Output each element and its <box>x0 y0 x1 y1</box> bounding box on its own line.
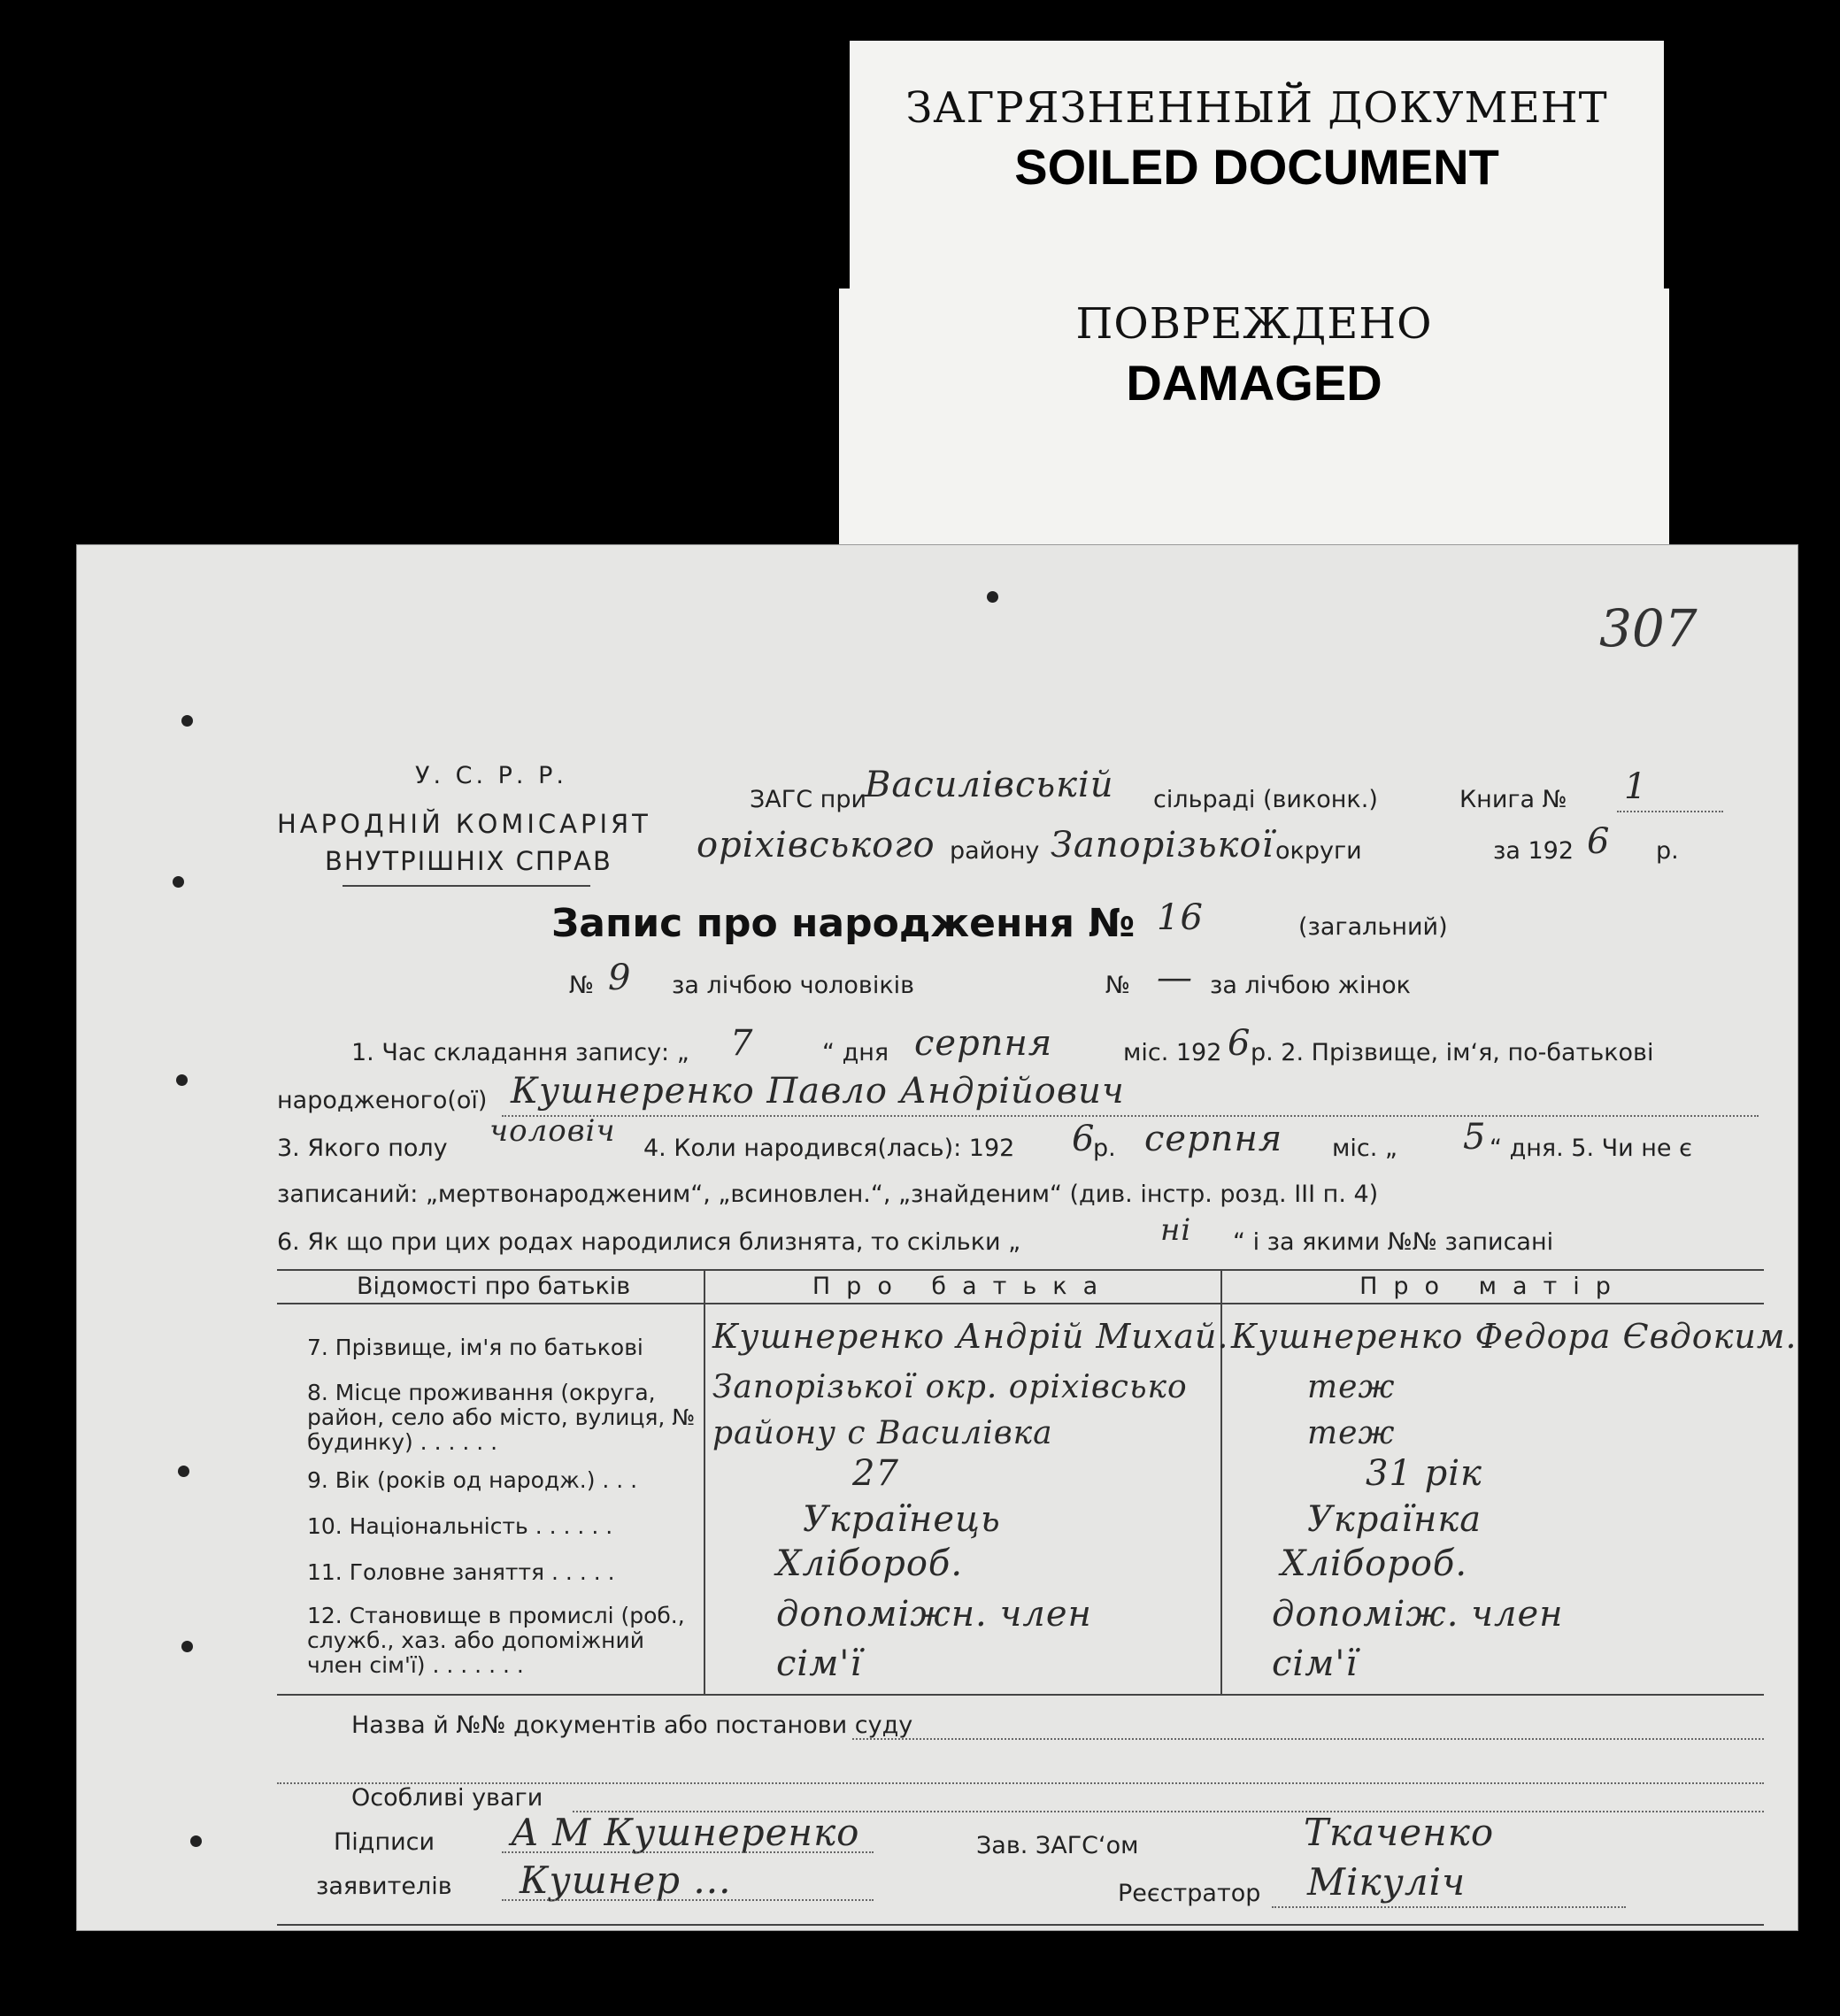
father-status-hw: допоміжн. член сім'ї <box>776 1594 1092 1684</box>
signature-line-1 <box>502 1851 874 1853</box>
mother-name-hw: Кушнеренко Федора Євдоким. <box>1231 1317 1798 1356</box>
year-hw: 6 <box>1587 821 1611 862</box>
punch-hole <box>987 591 998 603</box>
signatures-label-1: Підписи <box>334 1828 435 1856</box>
punch-hole <box>178 1466 189 1477</box>
record-title: Запис про народження № <box>551 901 1136 946</box>
table-col-divider <box>704 1269 705 1694</box>
row-nationality-label: 10. Національність . . . . . . <box>307 1513 613 1539</box>
line1-text-b: “ дня <box>822 1039 889 1066</box>
year-suffix: р. <box>1656 837 1679 865</box>
general-label: (загальний) <box>1298 913 1448 941</box>
line5-text-a: 6. Як що при цих родах народилися близнята, то скільки „ <box>277 1228 1021 1256</box>
table-top-border <box>277 1269 1764 1271</box>
row-occupation-label: 11. Головне заняття . . . . . <box>307 1559 615 1585</box>
line4-text: записаний: „мертвонародженим“, „всиновлен.“, „знайденим“ (див. інстр. розд. III п. 4) <box>277 1181 1379 1208</box>
soiled-label-en: SOILED DOCUMENT <box>1014 139 1499 195</box>
book-line <box>1617 811 1723 812</box>
book-number-hw: 1 <box>1624 766 1648 807</box>
female-count-label: за лічбою жінок <box>1210 972 1411 999</box>
documents-label: Назва й №№ документів або постанови суду <box>351 1712 913 1739</box>
line3-text-c: р. <box>1093 1135 1116 1162</box>
table-header-father: Про батька <box>812 1273 1114 1300</box>
punch-hole <box>190 1835 202 1847</box>
row-name-label: 7. Прізвище, ім'я по батькові <box>307 1335 643 1360</box>
year-label: за 192 <box>1493 837 1574 865</box>
page-number: 307 <box>1599 598 1698 658</box>
line5-text-b: “ і за якими №№ записані <box>1233 1228 1554 1256</box>
mother-status-hw: допоміж. член сім'ї <box>1272 1594 1564 1684</box>
mother-age-hw: 31 рік <box>1366 1453 1482 1494</box>
line1-text-c: міс. 192 <box>1123 1039 1222 1066</box>
father-name-hw: Кушнеренко Андрій Михай. <box>712 1317 1229 1356</box>
father-occupation-hw: Хлібороб. <box>776 1543 964 1584</box>
female-number-hw: — <box>1157 958 1193 998</box>
mother-nationality-hw: Українка <box>1307 1499 1482 1540</box>
line3-text-d: міс. „ <box>1332 1135 1397 1162</box>
head-label: Зав. ЗАГС‘ом <box>976 1832 1139 1859</box>
table-bottom-border <box>277 1694 1764 1696</box>
rayon-label: району <box>950 837 1040 865</box>
punch-hole <box>173 876 184 888</box>
record-month-hw: серпня <box>914 1023 1053 1064</box>
documents-line <box>852 1738 1764 1740</box>
line3-text-b: 4. Коли народився(лась): 192 <box>643 1135 1015 1162</box>
damaged-label-en: DAMAGED <box>1126 355 1382 411</box>
punch-hole <box>181 715 193 727</box>
form-bottom-border <box>277 1924 1764 1926</box>
birth-record-form <box>76 544 1798 1931</box>
registrar-signature-hw: Мікуліч <box>1307 1860 1467 1904</box>
soiled-document-label <box>850 41 1664 297</box>
soiled-label-ru: ЗАГРЯЗНЕННЫЙ ДОКУМЕНТ <box>905 83 1608 133</box>
row-residence-label: 8. Місце проживання (округа, район, село або місто, вулиця, № будинку) . . . . . . <box>307 1380 696 1455</box>
signatures-label-2: заявителів <box>316 1873 452 1900</box>
record-number-hw: 16 <box>1157 897 1204 938</box>
line1-text-a: 1. Час складання запису: „ <box>351 1039 689 1066</box>
row-status-label: 12. Становище в промислі (роб., служб., хаз. або допоміжний член сім'ї) . . . . . . . <box>307 1603 685 1678</box>
male-number-hw: 9 <box>608 958 632 998</box>
twins-hw: ні <box>1160 1212 1192 1248</box>
father-residence-hw: Запорізької окр. оріхівсько району с Василівка <box>712 1369 1188 1451</box>
female-number-label: № <box>1105 972 1131 999</box>
record-year-hw: 6 <box>1228 1023 1251 1064</box>
punch-hole <box>176 1074 188 1086</box>
book-label: Книга № <box>1459 786 1567 813</box>
mother-residence-hw: теж теж <box>1307 1369 1396 1451</box>
signature-2-hw: Кушнер ... <box>520 1858 732 1902</box>
remarks-label: Особливі уваги <box>351 1784 543 1812</box>
line3-text-e: “ дня. 5. Чи не є <box>1490 1135 1692 1162</box>
row-age-label: 9. Вік (років од народж.) . . . <box>307 1467 638 1493</box>
punch-hole <box>181 1641 193 1652</box>
damaged-label-ru: ПОВРЕЖДЕНО <box>1075 299 1433 349</box>
sex-hw: чоловіч <box>489 1113 616 1149</box>
line3-text-a: 3. Якого полу <box>277 1135 448 1162</box>
zags-label: ЗАГС при <box>750 786 867 813</box>
mother-occupation-hw: Хлібороб. <box>1281 1543 1468 1584</box>
line1-text-d: р. 2. Прізвище, ім‘я, по-батькові <box>1251 1039 1654 1066</box>
zags-village-hw: Василівській <box>865 765 1114 805</box>
child-name-hw: Кушнеренко Павло Андрійович <box>511 1071 1125 1112</box>
table-header-border <box>277 1303 1764 1304</box>
signature-line-2 <box>502 1899 874 1901</box>
head-signature-hw: Ткаченко <box>1304 1811 1495 1854</box>
rayon-hw: оріхівського <box>697 825 935 866</box>
registrar-label: Реєстратор <box>1118 1880 1261 1907</box>
ussr-heading: У. С. Р. Р. <box>415 762 567 789</box>
male-count-label: за лічбою чоловіків <box>672 972 915 999</box>
commissariat-line1: НАРОДНІЙ КОМІСАРІЯТ <box>277 809 651 839</box>
okrug-hw: Запорізької <box>1051 825 1274 866</box>
child-name-line <box>502 1115 1759 1117</box>
table-header-mother: Про матір <box>1359 1273 1627 1300</box>
zags-council-label: сільраді (виконк.) <box>1153 786 1378 813</box>
birth-month-hw: серпня <box>1144 1119 1283 1159</box>
birth-day-hw: 5 <box>1463 1117 1487 1158</box>
father-nationality-hw: Українець <box>803 1499 1001 1540</box>
table-header-info: Відомості про батьків <box>357 1273 631 1300</box>
commissariat-line2: ВНУТРІШНІХ СПРАВ <box>325 846 612 876</box>
divider <box>343 885 590 887</box>
birth-year-hw: 6 <box>1072 1119 1096 1159</box>
damaged-document-label <box>839 289 1669 545</box>
father-age-hw: 27 <box>852 1453 899 1494</box>
record-day-hw: 7 <box>730 1023 754 1064</box>
line2-text-a: народженого(ої) <box>277 1087 488 1114</box>
registrar-line <box>1272 1906 1626 1908</box>
signature-1-hw: А М Кушнеренко <box>511 1811 860 1854</box>
okrug-label: округи <box>1275 837 1362 865</box>
male-number-label: № <box>569 972 595 999</box>
